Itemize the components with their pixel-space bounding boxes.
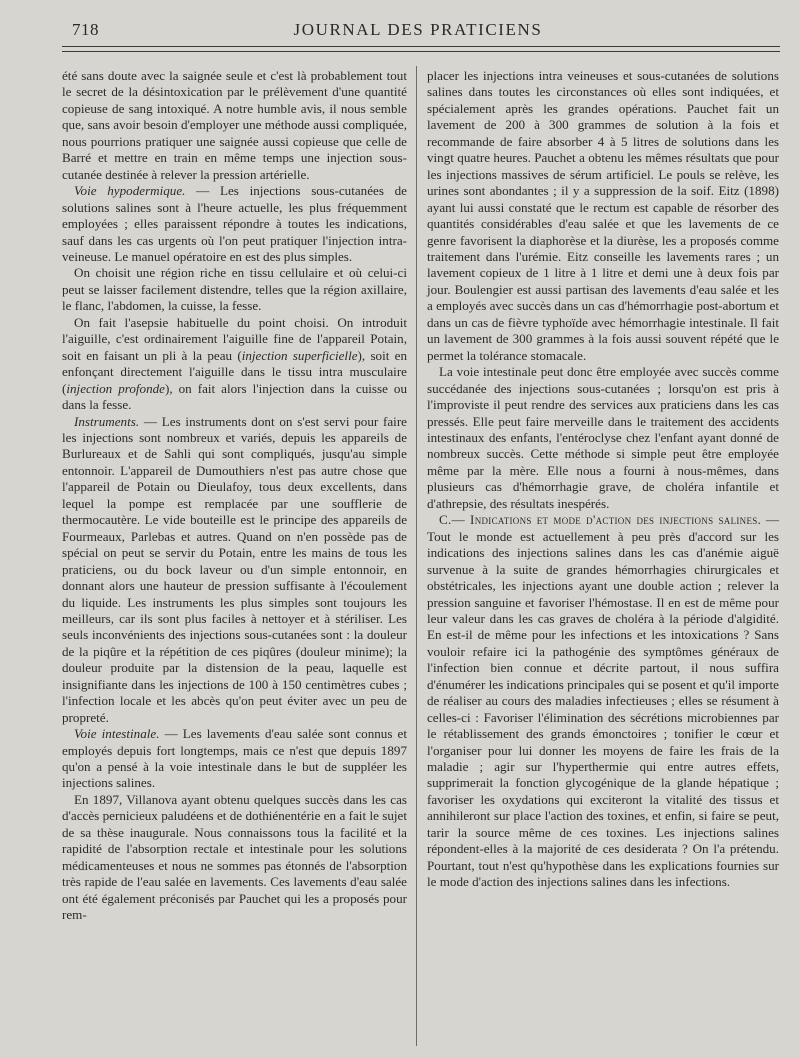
journal-title: JOURNAL DES PRATICIENS xyxy=(293,20,543,39)
header-rule xyxy=(62,46,780,47)
emphasis: injection profonde xyxy=(66,380,165,396)
page-header xyxy=(58,18,778,48)
paragraph: Voie intestinale. — Les lavements d'eau salée sont connus et employés depuis fort longtemps, mais ce n'est que depuis 1897 qu'on a pensé à la voie intestinale dans le but de suppléer les injections salines. xyxy=(62,726,407,791)
paragraph: On fait l'asepsie habituelle du point choisi. On introduit l'aiguille, c'est ordinairement l'aiguille fine de l'appareil Potain, soit en faisant un pli à la peau (injection superficielle), soit en enfonçant directement l'aiguille dans le tissu intra musculaire (injection profonde), on fait alors l'injection dans la cuisse ou dans la fesse. xyxy=(62,314,408,413)
paragraph: La voie intestinale peut donc être employée avec succès comme succédanée des injections sous-cutanées ; lorsqu'on est pris à l'improviste il peut rendre des services aux praticiens dans les cas pressés. Elle peut faire merveille dans le traitement des accidents intestinaux des enfants, l'entéroclyse chez l'enfant ayant donné de nombreux succès. Cette méthode si simple peut être employée même par la mère. Elle nous a fourni à nous-mêmes, dans plusieurs cas d'hémorrhagie grave, de choléra infantile et d'athrepsie, des résultats inespérés. xyxy=(427,364,779,511)
paragraph: Instruments. — Les instruments dont on s'est servi pour faire les injections sont nombreux et variés, depuis les appareils de Burlureaux et de Sahli qui sont compliqués, jusqu'au simple entonnoir. L'appareil de Dumouthiers n'est pas autre chose que l'appareil de Potain ou Dieulafoy, tous deux excellents, dans lequel la pompe est remplacée par une soufflerie de thermocautère. Le vide bouteille est le principe des appareils de Fourmeaux, Parlebas et autres. Quand on n'en possède pas de spécial on peut se servir du Potain, entre les mains de tous les praticiens, ou du bock laveur ou d'un simple entonnoir, en donnant alors une hauteur de pression suffisante à l'écoulement du liquide. Les instruments les plus simples sont toujours les meilleurs, car ils sont plus faciles à nettoyer et à stériliser. Les seuls inconvénients des injections sous-cutanées sont : la douleur de la piqûre et la répétition de ces piqûres (douleur minime); la douleur produite par la distension de la peau, laquelle est insignifiante dans les injections de 100 à 150 centimètres cubes ; l'infection locale et les abcès qu'on peut éviter avec un peu de propreté. xyxy=(62,413,407,725)
section-heading: Voie hypodermique. xyxy=(74,183,186,199)
column-divider xyxy=(416,66,417,1046)
section-heading: Voie intestinale. xyxy=(74,726,160,742)
section-heading: Instruments. xyxy=(74,413,140,429)
paragraph: été sans doute avec la saignée seule et c'est là probablement tout le secret de la désintoxication par le prélèvement d'une quantité copieuse de sang intoxiqué. A notre humble avis, il nous semble que, sans avoir besoin d'employer une méthode aussi compliquée, nous pourrions pratiquer une saignée aussi copieuse que celle de Barré et mettre en train en même temps une injection sous-cutanée destinée à relever la pression artérielle. xyxy=(62,68,407,182)
paragraph: C.— Indications et mode d'action des injections salines. — Tout le monde est actuellement à peu près d'accord sur les indications des injections salines dans les cas d'anémie aiguë survenue à la suite de grandes hémorrhagies chirurgicales et obstétricales, les injections ayant une double action ; relever la pression sanguine et favoriser l'hémostase. Il en est de même pour leur valeur dans les cas graves de choléra à la période d'algidité. En est-il de même pour les infections et les intoxications ? Sans vouloir refaire ici la pathogénie des symptômes généraux de l'infection bien connue et décrite partout, il nous suffira d'énumérer les indications principales qui se posent et qu'il importe de réaliser au cours des maladies infectieuses ; elles se résument à celles-ci : Favoriser l'élimination des sécrétions microbiennes par le rétablissement des grands émonctoires ; tonifier le cœur et l'organiser pour lui donner les moyens de faire les frais de la maladie ; agir sur l'hyperthermie qui entre autres effets, supprimerait la fonction glycogénique de la glande hépatique ; favoriser les oxydations qui exciteront la vitalité des tissus et annihileront sur place l'action des toxines, et enfin, si faire se peut, tarir la source même de ces toxines. Les injections salines répondent-elles à la majorité de ces desiderata ? On l'a prétendu. Pourtant, tout n'est qu'hypothèse dans les explications fournies sur le mode d'action des injections salines dans les infections. xyxy=(427,512,779,890)
page-number: 718 xyxy=(72,20,99,39)
header-rule-double xyxy=(62,51,780,52)
section-heading: C.— Indications et mode d'action des injections salines. xyxy=(439,512,762,528)
emphasis: injection superficielle xyxy=(241,347,358,363)
paragraph: Voie hypodermique. — Les injections sous-cutanées de solutions salines sont à l'heure actuelle, les plus fréquemment employées ; elles paraissent répondre à toutes les indications, sauf dans les cas urgents où l'on peut pratiquer l'injection intra-veineuse. Le manuel opératoire en est des plus simples. xyxy=(62,183,407,264)
paragraph: On choisit une région riche en tissu cellulaire et où celui-ci peut se laisser facilement distendre, telles que la région axillaire, le flanc, l'abdomen, la cuisse, la fesse. xyxy=(62,265,407,314)
paragraph: En 1897, Villanova ayant obtenu quelques succès dans les cas d'accès pernicieux paludéens et de dothiénentérie en a fait le sujet de sa thèse inaugurale. Nous connaissons tous la facilité et la rapidité de l'absorption rectale et intestinale pour les solutions médicamenteuses et nous ne sommes pas étonnés de l'absorption très rapide de l'eau salée en lavements. Ces lavements d'eau salée ont été également préconisés par Pauchet qui les a proposés pour rem- xyxy=(62,791,407,923)
left-column xyxy=(62,68,407,924)
paragraph: placer les injections intra veineuses et sous-cutanées de solutions salines dans toutes les circonstances où elles sont indiquées, et spécialement après les grandes opérations. Pauchet fait un lavement de 200 à 300 grammes de solution à la fois et recommande de faire absorber 4 à 5 litres de solutions dans les vingt quatre heures. Pauchet a obtenu les mêmes résultats que pour les injections massives de sérum artificiel. Le pouls se relève, les urines sont abondantes ; il y a suppression de la soif. Eitz (1898) ayant lui aussi constaté que le rectum est capable de résorber des quantités considérables d'eau salée et que les lavements de ce genre favorisent la diaphorèse et la diurèse, les a proposés comme traitement dans l'urémie. Eitz conseille les lavements rares ; un lavement copieux de 1 litre à 1 litre et demi une à deux fois par jour. Boulengier est aussi partisan des lavements d'eau salée et les a employés avec succès dans un cas d'hémorrhagie post-abortum et dans un cas de fièvre typhoïde avec hémorrhagie intestinale. Il fait un lavement de 300 grammes à la fois aussi souvent répété que le permet la tolérance stomacale. xyxy=(427,68,779,363)
right-column xyxy=(427,68,779,891)
